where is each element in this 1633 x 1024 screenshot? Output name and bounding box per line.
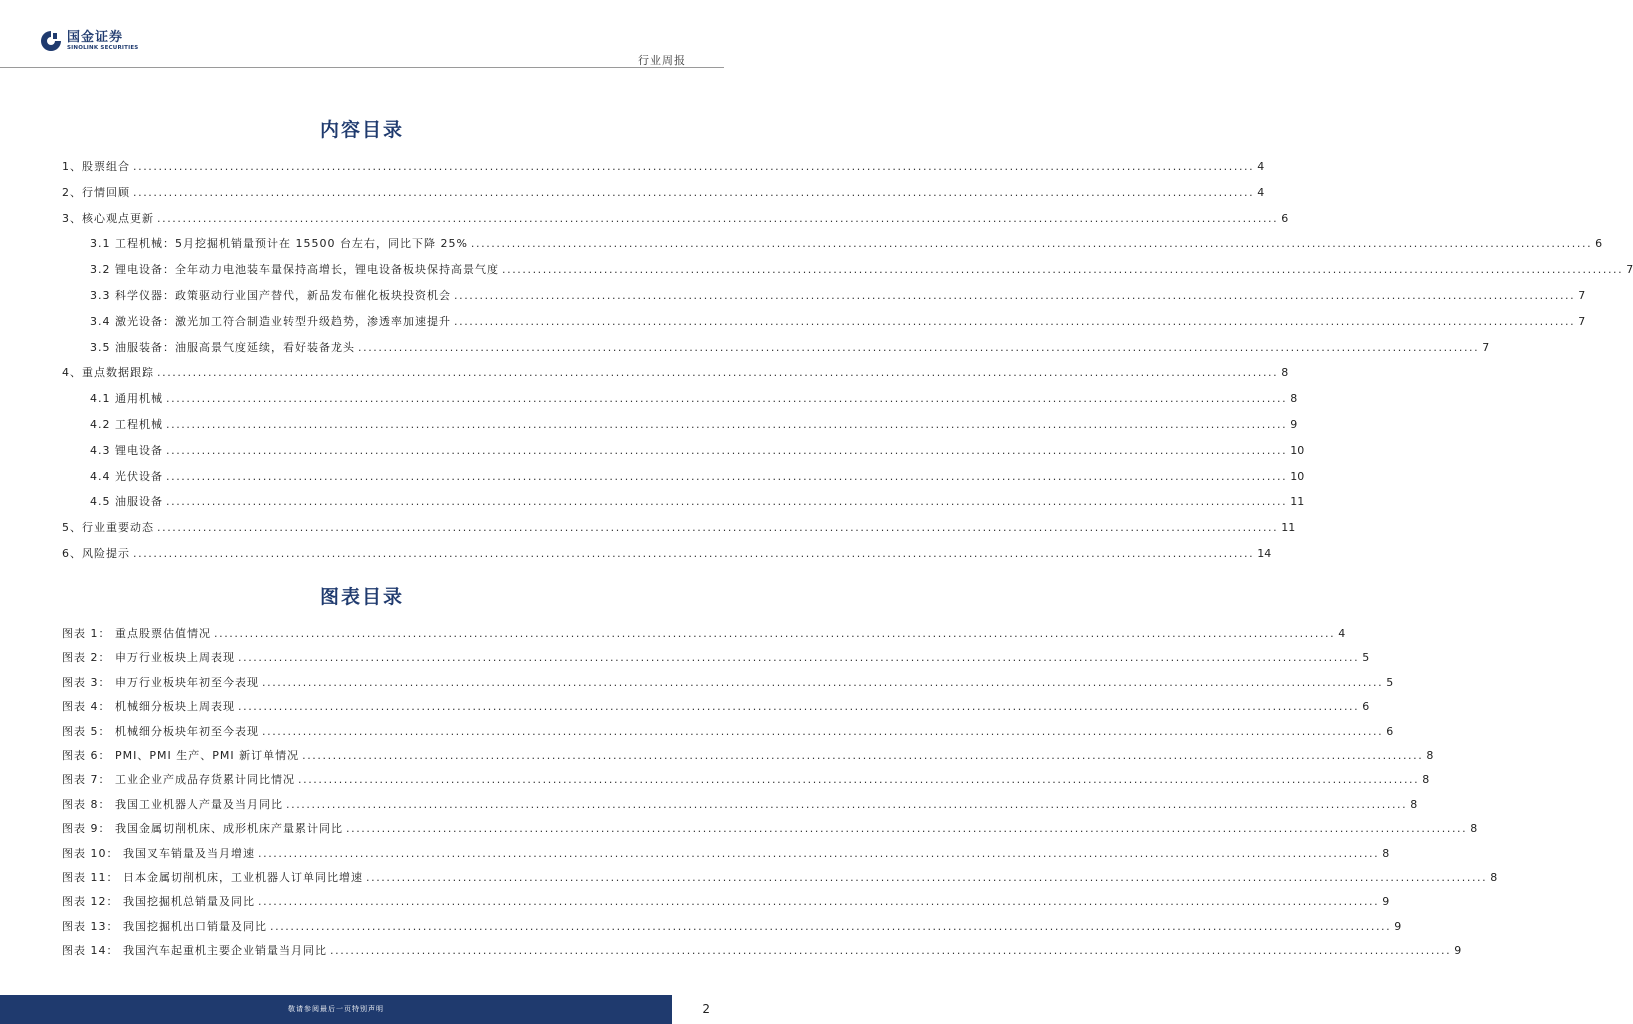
- dot-leader: ............................................................................................................................................................................................................................: [258, 895, 1380, 908]
- figure-entry-page: 8: [1382, 847, 1390, 860]
- figure-entry[interactable]: [62, 747, 1434, 763]
- figure-entry-label: 图表 11： 日本金属切削机床，工业机器人订单同比增速: [62, 871, 363, 884]
- toc-entry-label: 3.2 锂电设备：全年动力电池装车量保持高增长，锂电设备板块保持高景气度: [90, 263, 499, 276]
- page-number: 2: [702, 1002, 710, 1016]
- dot-leader: ............................................................................................................................................................................................................................: [157, 366, 1279, 379]
- figure-entry-page: 8: [1470, 822, 1478, 835]
- page-header: [0, 0, 724, 70]
- toc-title: 内容目录: [319, 119, 404, 141]
- toc-entry[interactable]: [90, 416, 1298, 432]
- toc-entry-page: 9: [1290, 418, 1298, 431]
- toc-entry[interactable]: [62, 364, 1289, 380]
- figure-entry-page: 8: [1422, 773, 1430, 786]
- dot-leader: ............................................................................................................................................................................................................................: [330, 944, 1452, 957]
- figure-entry-page: 9: [1454, 944, 1462, 957]
- figure-entry-page: 8: [1490, 871, 1498, 884]
- toc-entry-page: 7: [1482, 341, 1490, 354]
- figure-entry-label: 图表 3： 申万行业板块年初至今表现: [62, 676, 259, 689]
- figure-entry[interactable]: [62, 820, 1478, 836]
- figure-entry-page: 8: [1410, 798, 1418, 811]
- sinolink-logo-icon: [40, 30, 62, 52]
- toc-entry-label: 3、核心观点更新: [62, 212, 154, 225]
- figure-entry[interactable]: [62, 698, 1370, 714]
- dot-leader: ............................................................................................................................................................................................................................: [157, 521, 1279, 534]
- toc-entry-label: 3.3 科学仪器：政策驱动行业国产替代，新品发布催化板块投资机会: [90, 289, 451, 302]
- toc-entry-page: 7: [1578, 315, 1586, 328]
- figure-entry[interactable]: [62, 942, 1462, 958]
- dot-leader: ............................................................................................................................................................................................................................: [166, 470, 1288, 483]
- dot-leader: ............................................................................................................................................................................................................................: [366, 871, 1488, 884]
- figure-entry[interactable]: [62, 625, 1346, 641]
- figure-entry-page: 6: [1386, 725, 1394, 738]
- toc-entry-label: 6、风险提示: [62, 547, 130, 560]
- toc-entry-label: 3.4 激光设备：激光加工符合制造业转型升级趋势，渗透率加速提升: [90, 315, 451, 328]
- figure-entry[interactable]: [62, 723, 1394, 739]
- figure-entry-label: 图表 1： 重点股票估值情况: [62, 627, 211, 640]
- toc-entry-label: 4.5 油服设备: [90, 495, 163, 508]
- toc-entry-label: 1、股票组合: [62, 160, 130, 173]
- toc-entry-page: 10: [1290, 444, 1305, 457]
- figure-entry-label: 图表 6： PMI、PMI 生产、PMI 新订单情况: [62, 749, 300, 762]
- figure-entry[interactable]: [62, 771, 1430, 787]
- figure-entry[interactable]: [62, 674, 1394, 690]
- toc-entry-page: 7: [1626, 263, 1633, 276]
- toc-entry[interactable]: [90, 287, 1586, 303]
- toc-entry[interactable]: [90, 493, 1305, 509]
- toc-entry-label: 4.4 光伏设备: [90, 470, 163, 483]
- dot-leader: ............................................................................................................................................................................................................................: [238, 651, 1360, 664]
- figure-entry-label: 图表 2： 申万行业板块上周表现: [62, 651, 235, 664]
- figure-entry[interactable]: [62, 649, 1370, 665]
- toc-entry-page: 8: [1281, 366, 1289, 379]
- toc-entry[interactable]: [90, 442, 1305, 458]
- toc-entry[interactable]: [62, 210, 1289, 226]
- figure-entry-label: 图表 8： 我国工业机器人产量及当月同比: [62, 798, 283, 811]
- footer-disclaimer: 敬请参阅最后一页特别声明: [288, 1005, 384, 1013]
- toc-entry[interactable]: [62, 158, 1265, 174]
- figure-entry-page: 6: [1362, 700, 1370, 713]
- figure-entry-page: 5: [1386, 676, 1394, 689]
- toc-entry-page: 4: [1257, 160, 1265, 173]
- toc-entry-page: 4: [1257, 186, 1265, 199]
- toc-entry[interactable]: [62, 184, 1265, 200]
- dot-leader: ............................................................................................................................................................................................................................: [166, 495, 1288, 508]
- dot-leader: ............................................................................................................................................................................................................................: [286, 798, 1408, 811]
- toc-entry[interactable]: [90, 339, 1490, 355]
- dot-leader: ............................................................................................................................................................................................................................: [133, 186, 1255, 199]
- dot-leader: ............................................................................................................................................................................................................................: [298, 773, 1420, 786]
- figures-title: 图表目录: [319, 586, 404, 608]
- figure-entry[interactable]: [62, 869, 1498, 885]
- report-category: 行业周报: [638, 54, 686, 67]
- toc-entry[interactable]: [62, 545, 1272, 561]
- toc-entry-label: 4、重点数据跟踪: [62, 366, 154, 379]
- toc-entry-label: 5、行业重要动态: [62, 521, 154, 534]
- toc-entry[interactable]: [62, 519, 1296, 535]
- toc-entry-label: 4.3 锂电设备: [90, 444, 163, 457]
- dot-leader: ............................................................................................................................................................................................................................: [157, 212, 1279, 225]
- figure-entry-page: 9: [1382, 895, 1390, 908]
- toc-entry[interactable]: [90, 235, 1603, 251]
- toc-entry-page: 7: [1578, 289, 1586, 302]
- dot-leader: ............................................................................................................................................................................................................................: [258, 847, 1380, 860]
- figure-entry[interactable]: [62, 796, 1418, 812]
- dot-leader: ............................................................................................................................................................................................................................: [358, 341, 1480, 354]
- dot-leader: ............................................................................................................................................................................................................................: [133, 547, 1255, 560]
- figure-entry-label: 图表 4： 机械细分板块上周表现: [62, 700, 235, 713]
- toc-entry-label: 2、行情回顾: [62, 186, 130, 199]
- dot-leader: ............................................................................................................................................................................................................................: [262, 676, 1384, 689]
- dot-leader: ............................................................................................................................................................................................................................: [166, 392, 1288, 405]
- header-divider: [0, 67, 724, 68]
- dot-leader: ............................................................................................................................................................................................................................: [238, 700, 1360, 713]
- dot-leader: ............................................................................................................................................................................................................................: [166, 418, 1288, 431]
- dot-leader: ............................................................................................................................................................................................................................: [502, 263, 1624, 276]
- dot-leader: ............................................................................................................................................................................................................................: [270, 920, 1392, 933]
- figure-entry-page: 4: [1338, 627, 1346, 640]
- dot-leader: ............................................................................................................................................................................................................................: [214, 627, 1336, 640]
- dot-leader: ............................................................................................................................................................................................................................: [346, 822, 1468, 835]
- toc-entry-page: 14: [1257, 547, 1272, 560]
- figure-entry-page: 5: [1362, 651, 1370, 664]
- figure-entry-label: 图表 14： 我国汽车起重机主要企业销量当月同比: [62, 944, 327, 957]
- figure-entry[interactable]: [62, 893, 1390, 909]
- figure-entry-label: 图表 10： 我国叉车销量及当月增速: [62, 847, 255, 860]
- dot-leader: ............................................................................................................................................................................................................................: [133, 160, 1255, 173]
- figure-entry-label: 图表 5： 机械细分板块年初至今表现: [62, 725, 259, 738]
- dot-leader: ............................................................................................................................................................................................................................: [262, 725, 1384, 738]
- figure-entry[interactable]: [62, 918, 1402, 934]
- dot-leader: ............................................................................................................................................................................................................................: [166, 444, 1288, 457]
- figure-entry-label: 图表 7： 工业企业产成品存货累计同比情况: [62, 773, 295, 786]
- figure-entry-page: 9: [1394, 920, 1402, 933]
- toc-entry-label: 4.2 工程机械: [90, 418, 163, 431]
- toc-entry[interactable]: [90, 261, 1633, 277]
- toc-entry-page: 11: [1281, 521, 1296, 534]
- dot-leader: ............................................................................................................................................................................................................................: [470, 237, 1593, 250]
- toc-entry-page: 6: [1281, 212, 1289, 225]
- toc-entry-label: 3.1 工程机械：5月挖掘机销量预计在 15500 台左右，同比下降 25%: [90, 237, 468, 250]
- toc-entry-page: 10: [1290, 470, 1305, 483]
- brand-name-cn: 国金证券: [67, 29, 124, 45]
- figure-entry-page: 8: [1426, 749, 1434, 762]
- figure-entry-label: 图表 12： 我国挖掘机总销量及同比: [62, 895, 255, 908]
- toc-entry-label: 3.5 油服装备：油服高景气度延续，看好装备龙头: [90, 341, 355, 354]
- dot-leader: ............................................................................................................................................................................................................................: [302, 749, 1424, 762]
- toc-entry-label: 4.1 通用机械: [90, 392, 163, 405]
- toc-entry-page: 6: [1595, 237, 1603, 250]
- dot-leader: ............................................................................................................................................................................................................................: [454, 289, 1576, 302]
- dot-leader: ............................................................................................................................................................................................................................: [454, 315, 1576, 328]
- figure-entry-label: 图表 13： 我国挖掘机出口销量及同比: [62, 920, 267, 933]
- figure-entry-label: 图表 9： 我国金属切削机床、成形机床产量累计同比: [62, 822, 343, 835]
- figure-entry[interactable]: [62, 845, 1390, 861]
- toc-entry[interactable]: [90, 390, 1298, 406]
- toc-entry-page: 11: [1290, 495, 1305, 508]
- toc-entry-page: 8: [1290, 392, 1298, 405]
- toc-entry[interactable]: [90, 313, 1586, 329]
- brand-logo: [40, 30, 138, 52]
- page-footer: [0, 995, 724, 1024]
- brand-name-en: SINOLINK SECURITIES: [67, 44, 139, 51]
- toc-entry[interactable]: [90, 468, 1305, 484]
